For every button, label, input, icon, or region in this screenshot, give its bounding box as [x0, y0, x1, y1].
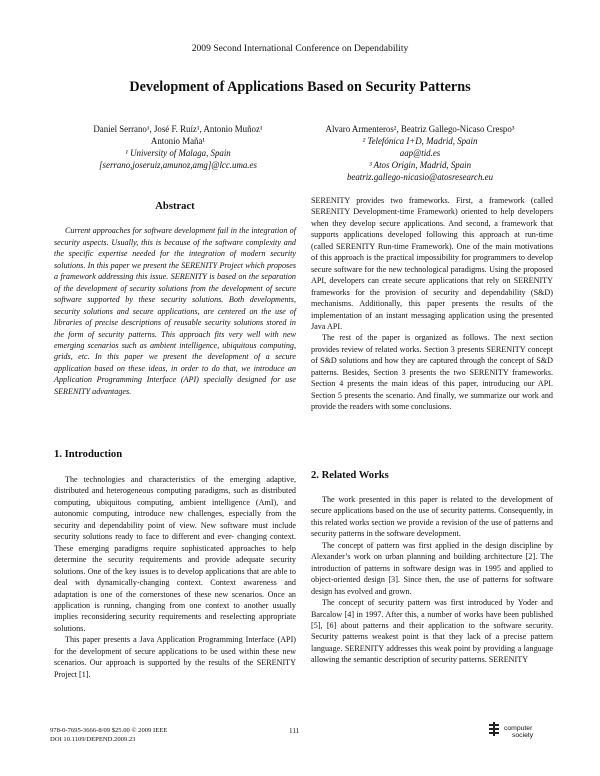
- author-email: aap@tid.es: [399, 148, 441, 159]
- paper-title: Development of Applications Based on Security Patterns: [129, 79, 471, 95]
- section-heading: 1. Introduction: [54, 449, 123, 460]
- author-names: Antonio Maña¹: [150, 136, 206, 147]
- introduction-body: [54, 474, 296, 680]
- author-email: beatriz.gallego-nicasio@atosresearch.eu: [346, 172, 494, 183]
- affiliation: ¹ University of Malaga, Spain: [125, 148, 231, 159]
- abstract-section: [54, 201, 296, 397]
- section-heading: 2. Related Works: [311, 470, 389, 481]
- paragraph: The rest of the paper is organized as follows. The next section provides review of related works. Section 3 presents SERENITY concept of S&D solutions and how they are captured through the concept of S&D patterns. Besides, Section 3 presents the two SERENITY frameworks. Section 4 presents the main ideas of this paper, introducing our API. Section 5 presents the scenario. And finally, we summarize our work and provide the readers with some conclusions.: [311, 333, 553, 412]
- doi-line: DOI 10.1109/DEPEND.2009.23: [50, 735, 136, 743]
- logo-text: computer: [504, 725, 533, 732]
- computer-society-logo: [486, 722, 546, 744]
- related-works-body: [311, 494, 553, 666]
- paragraph: This paper presents a Java Application Programming Interface (API) for the development of secure applications to be used within these new scenarios. Our approach is supported by the results of the SERENITY Project [1].: [54, 635, 296, 679]
- logo-text: society: [512, 732, 534, 739]
- paragraph: The concept of security pattern was first introduced by Yoder and Barcalow [4] in 1997. After this, a number of works have been published [5], [6] about patterns and their application to the software security. Security patterns weakest point is that they lack of a precise pattern language. SERENITY addresses this weak point by providing a language allowing the semantic description of security patterns. SERENITY: [311, 598, 553, 665]
- page-number: 111: [289, 727, 300, 735]
- footer-copyright: [50, 727, 167, 744]
- paragraph: The concept of pattern was first applied in the design discipline by Alexander’s work on urban planning and building architecture [2]. The introduction of patterns in software design was in 1995 and applied to object-oriented design [3]. Since then, the use of patterns for software design has evolved and grown.: [311, 540, 553, 596]
- ieee-logo-icon: [486, 722, 502, 744]
- conference-header: 2009 Second International Conference on Dependability: [191, 43, 409, 54]
- paragraph: SERENITY provides two frameworks. First, a framework (called SERENITY Development-time Framework) oriented to help developers when they develop secure applications. And second, a framework that supports applications developed following this approach at run-time (called SERENITY Run-time Framework). One of the main motivations of this approach is the practical impossibility for programmers to develop secure software for the new technological paradigms. Using the proposed API, developers can create secure applications that rely on SERENITY frameworks for the provision of security and dependability (S&D) mechanisms. Additionally, this paper presents the results of the implementation of an instant messaging application using the presented Java API.: [311, 196, 553, 331]
- affiliation: ² Telefónica I+D, Madrid, Spain: [362, 136, 478, 147]
- abstract-heading: Abstract: [155, 201, 195, 212]
- author-names: Daniel Serrano¹, José F. Ruíz¹, Antonio Muñoz¹: [93, 124, 263, 134]
- right-column-body: [311, 195, 553, 413]
- isbn-line: 978-0-7695-3666-8/09 $25.00 © 2009 IEEE: [50, 727, 168, 734]
- authors-right: [300, 123, 540, 183]
- affiliation: ³ Atos Origin, Madrid, Spain: [368, 160, 472, 171]
- authors-left: [60, 123, 296, 171]
- paragraph: The technologies and characteristics of the emerging adaptive, distributed and heterogeneous computing paradigms, such as distributed computing, ubiquitous computing, ambient intelligence (AmI), and autonomic computing, introduce new challenges, especially from the security and dependability point of view. New software must include security solutions ready to face to different and ever- changing context. These emerging paradigms require sophisticated approaches to help determine the security requirements and provide adequate security solutions. One of the key issues is to develop applications that are able to deal with dynamically-changing context. Context awareness and adaptation is one of the cornerstones of these new scenarios. Once an application is running, changing from one context to another usually implies reconsidering security requirements and reselecting appropriate solutions.: [54, 475, 296, 633]
- author-email: [serrano,joseruiz,amunoz,amg]@lcc.uma.es: [99, 160, 257, 171]
- author-names: Alvaro Armenteros², Beatriz Gallego-Nicaso Crespo³: [325, 124, 515, 134]
- paragraph: The work presented in this paper is related to the development of secure applications based on the use of security patterns. Consequently, in this related works section we provide a revision of the use of patterns and security patterns in the software development.: [311, 495, 553, 539]
- abstract-text: Current approaches for software development fail in the integration of security aspects. Usually, this is because of the software complexity and the specific expertise needed for the integration of modern security solutions. In this paper we present the SERENITY Project which proposes a framework addressing this issue. SERENITY is based on the separation of the development of security solutions from the development of secure software supported by these security solutions. Both developments, security solutions and secure applications, are centered on the use of libraries of precise descriptions of reusable security solutions stored in the form of security patterns. This approach fits very well with new emerging scenarios such as ambient intelligence, ubiquitous computing, grids, etc. In this paper we present the development of a secure application based on these ideas, in order to do that, we introduce an Application Programming Interface (API) specially designed for use SERENITY advantages.: [54, 226, 296, 396]
